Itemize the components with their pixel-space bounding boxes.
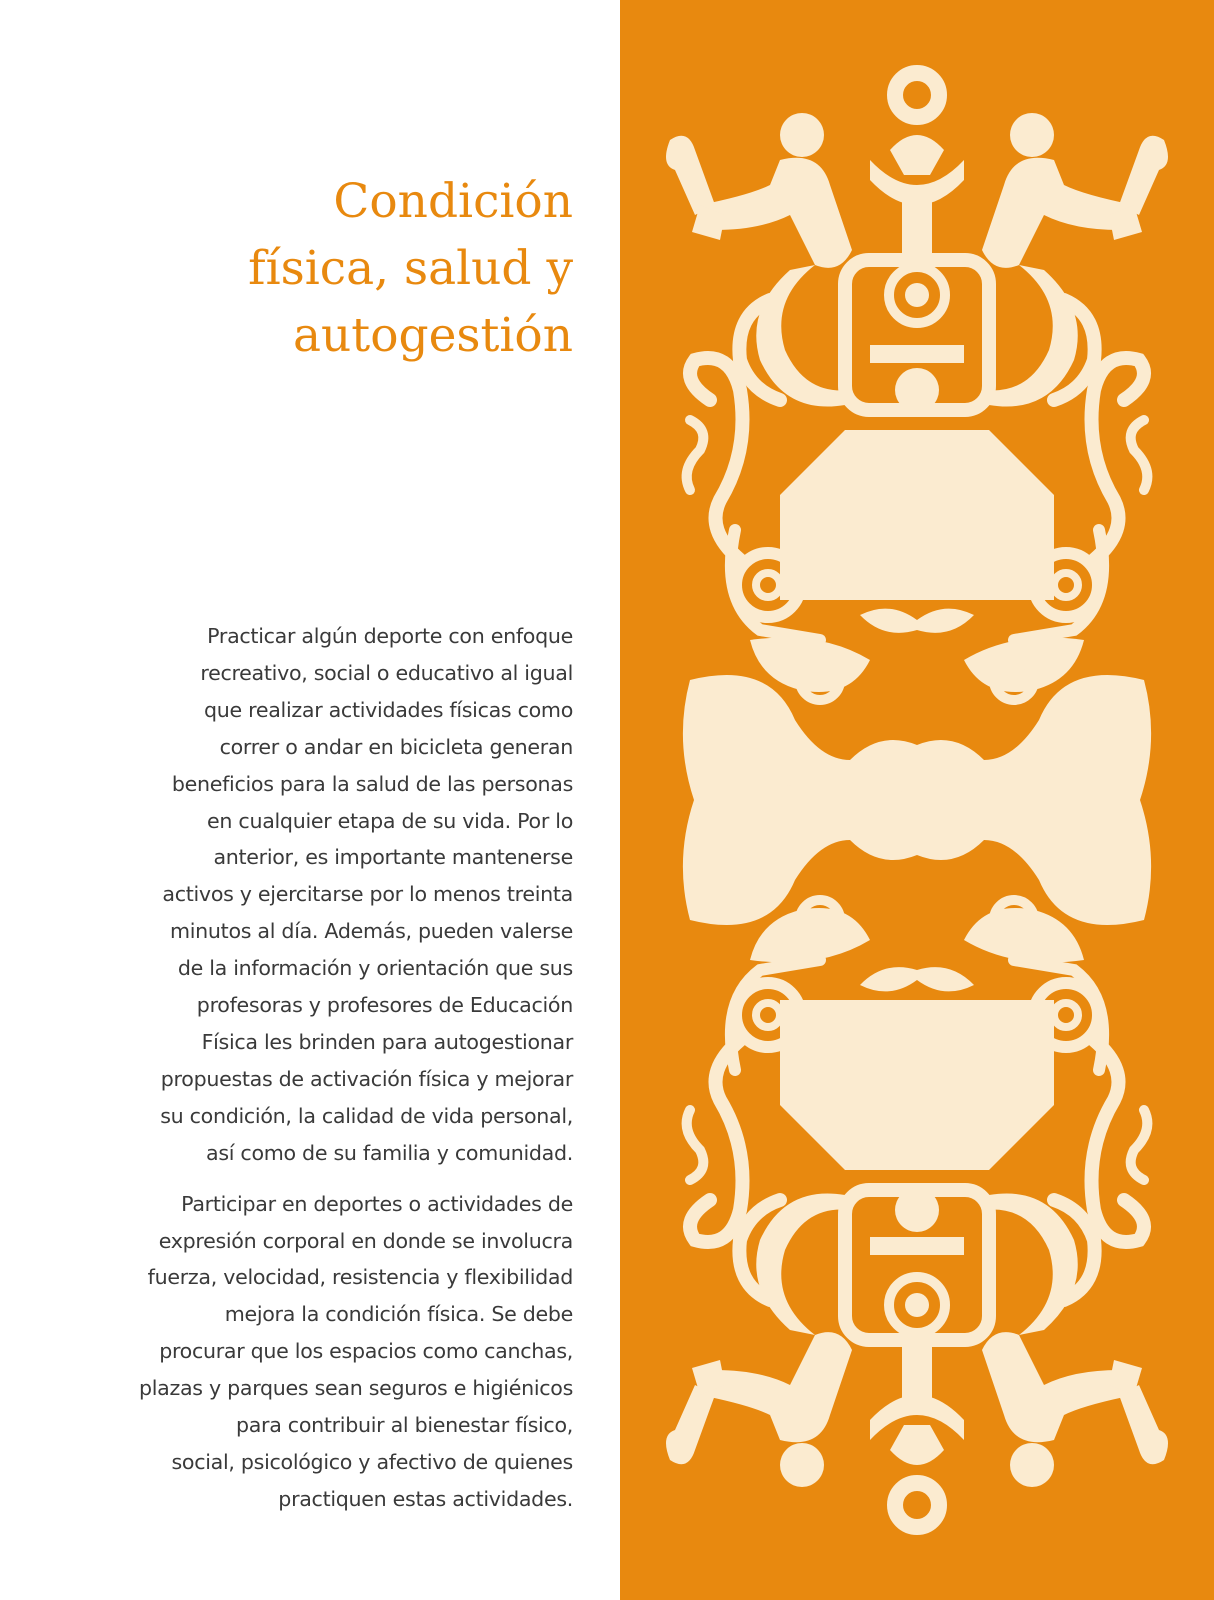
- paragraph-1: [53, 618, 573, 1172]
- text-line: que realizar actividades físicas como: [203, 697, 573, 722]
- text-line: en cualquier etapa de su vida. Por lo: [207, 808, 573, 833]
- text-line: plazas y parques sean seguros e higiénicos: [138, 1376, 573, 1401]
- text-line: expresión corporal en donde se involucra: [158, 1228, 573, 1253]
- text-line: recreativo, social o educativo al igual: [200, 660, 573, 685]
- body-text: [53, 618, 573, 1518]
- text-line: beneficios para la salud de las personas: [171, 771, 573, 796]
- text-line: minutos al día. Además, pueden valerse: [170, 919, 573, 944]
- text-line: Física les brinden para autogestionar: [201, 1029, 573, 1054]
- text-line: anterior, es importante mantenerse: [213, 845, 573, 870]
- ornament-top-half: [666, 73, 1168, 800]
- text-line: correr o andar en bicicleta generan: [219, 734, 573, 759]
- text-line: profesoras y profesores de Educación: [196, 993, 573, 1018]
- paragraph-2: [53, 1186, 573, 1518]
- text-line: así como de su familia y comunidad.: [206, 1140, 573, 1165]
- ornament-bottom-half: [666, 800, 1168, 1527]
- indigenous-ornament-illustration: [620, 0, 1214, 1600]
- text-line: social, psicológico y afectivo de quienes: [171, 1449, 573, 1474]
- text-line: de la información y orientación que sus: [177, 956, 573, 981]
- text-line: activos y ejercitarse por lo menos treinta: [162, 882, 573, 907]
- page-title: [53, 168, 573, 369]
- title-line: autogestión: [293, 308, 573, 363]
- text-line: Participar en deportes o actividades de: [181, 1191, 573, 1216]
- text-line: mejora la condición física. Se debe: [224, 1302, 573, 1327]
- text-line: practiquen estas actividades.: [278, 1486, 573, 1511]
- text-line: fuerza, velocidad, resistencia y flexibilidad: [147, 1265, 573, 1290]
- ornament-panel: [620, 0, 1214, 1600]
- text-line: para contribuir al bienestar físico,: [235, 1413, 573, 1438]
- text-line: su condición, la calidad de vida personal,: [160, 1103, 573, 1128]
- text-line: procurar que los espacios como canchas,: [159, 1339, 573, 1364]
- text-line: propuestas de activación física y mejorar: [160, 1066, 573, 1091]
- title-line: física, salud y: [248, 241, 573, 296]
- title-line: Condición: [333, 174, 573, 229]
- text-line: Practicar algún deporte con enfoque: [207, 624, 573, 648]
